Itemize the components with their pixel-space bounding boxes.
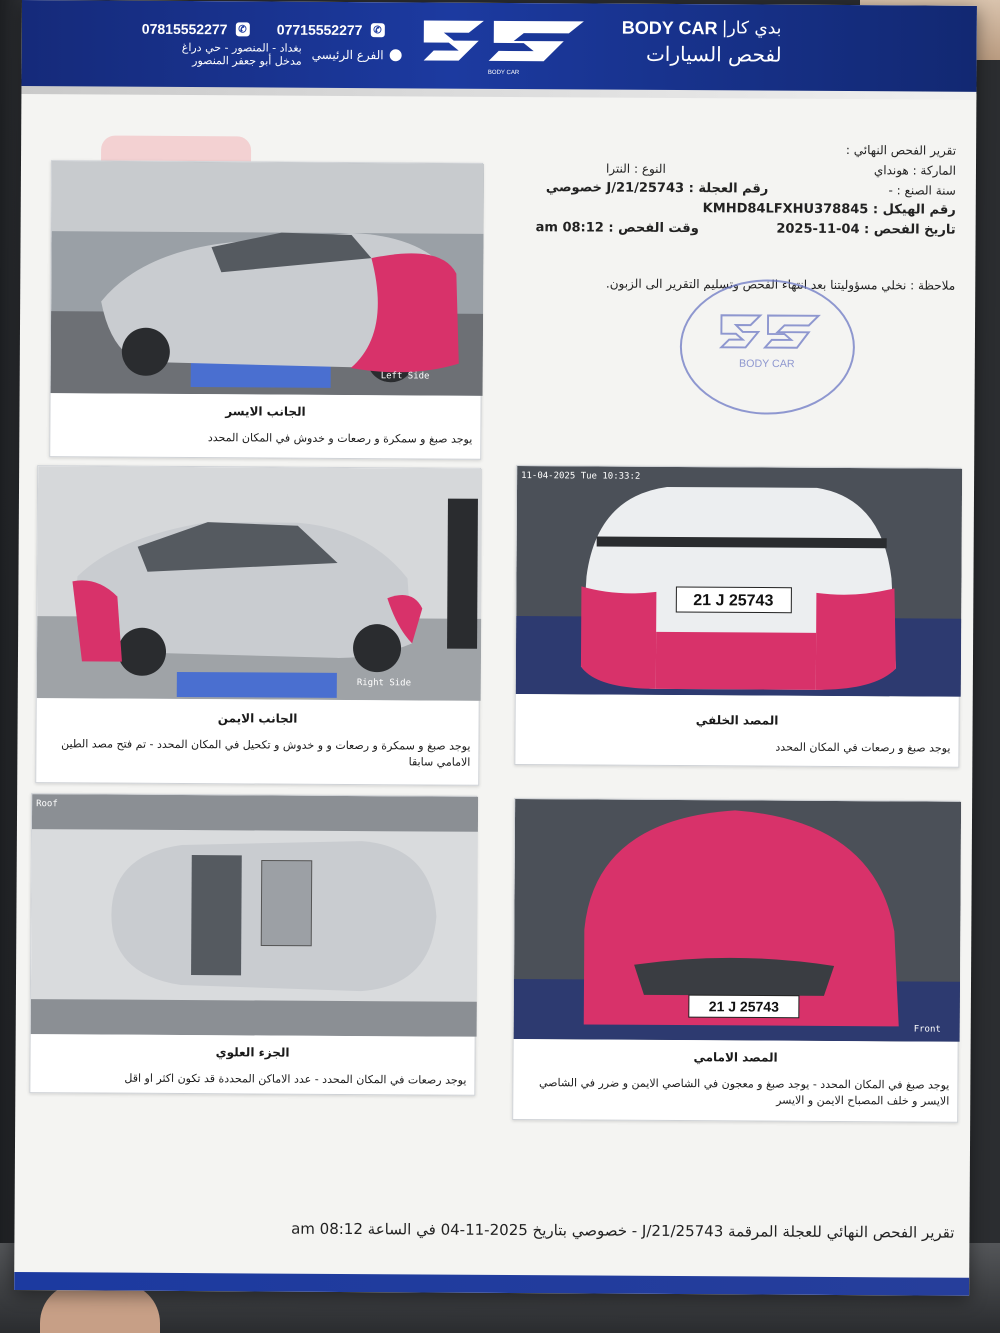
rear-photo [516,466,962,697]
phone-2 [277,22,385,39]
report-footer: تقرير الفحص النهائي للعجلة المرقمة J/21/25743 - خصوصي بتاريخ 2025-11-04 في الساعة 08:12 am [291,1219,955,1242]
rear-plate-text: 21 J 25743 [693,592,774,610]
info-vin: رقم الهيكل : KMHD84LFXHU378845 [702,201,956,218]
report-title: تقرير الفحص النهائي : [845,143,957,158]
right-side-cam-label: Right Side [356,678,412,689]
company-logo [414,10,594,77]
panel-top [29,793,477,1096]
report-sheet [14,0,977,1296]
panel-left-side [49,160,483,460]
brand-tagline-ar: لفحص السيارات [645,41,782,67]
phone-1 [142,21,250,38]
report-header [21,0,977,94]
left-side-cam-label: Left Side [380,371,430,382]
info-time: وقت الفحص : 08:12 am [535,220,699,237]
phone-icon: ✆ [370,23,384,37]
report-info [526,138,957,241]
info-type: النوع : النترا [605,161,666,176]
phone-2-number: 07715552277 [276,21,363,39]
info-year: سنة الصنع : - [888,183,956,198]
rear-cam-label: 11-04-2025 Tue 10:33:2 [521,471,641,482]
header-stripe [21,86,976,100]
left-side-desc: يوجد صبغ و سمكرة و رصعات و خدوش في المكان المحدد [207,431,473,446]
brand-name-en: BODY CAR [621,17,718,39]
front-title: المصد الامامي [693,1050,778,1065]
phone-1-number: 07815552277 [141,20,228,38]
info-date: تاريخ الفحص : 04-11-2025 [776,221,956,238]
info-brand: الماركة : هونداي [873,163,957,178]
branch [312,48,402,63]
right-side-title: الجانب الايمن [217,711,298,726]
top-photo [31,794,478,1037]
rear-title: المصد الخلفي [695,713,779,728]
top-cam-label: Roof [36,799,58,810]
panel-rear [514,465,961,768]
phone-icon: ✆ [235,22,249,36]
left-side-photo [51,161,484,396]
right-side-photo [37,466,482,701]
panel-front [512,798,960,1123]
panel-right-side [35,465,481,786]
address-line-2: مدخل أبو جعفر المنصور [192,54,302,68]
info-plate: رقم العجلة : J/21/25743 خصوصي [545,180,769,197]
address [162,41,302,68]
stamp-text: BODY CAR [739,357,795,371]
rear-desc: يوجد صبغ و رصعات في المكان المحدد [775,740,951,755]
right-side-desc: يوجد صبغ و سمكرة و رصعات و و خدوش و تكحيل في المكان المحدد - تم فتح مصد الطين الامامي سابقا [61,737,471,769]
left-side-title: الجانب الايسر [225,404,306,419]
brand-name-ar: بدي كار| [721,18,782,39]
branch-label: الفرع الرئيسي [311,47,384,63]
company-stamp [679,279,855,415]
liability-note: ملاحظة : نخلي مسؤوليتنا بعد انتهاء الفحص وتسليم التقرير الى الزبون. [605,276,956,293]
logo-caption: BODY CAR [487,69,520,77]
address-line-1: بغداد - المنصور - حي دراغ [181,40,302,55]
front-cam-label: Front [913,1024,941,1035]
top-title: الجزء العلوي [215,1045,290,1060]
location-pin-icon [390,49,402,61]
front-plate-text: 21 J 25743 [708,998,779,1015]
front-photo [514,799,961,1042]
front-desc: يوجد صبغ في المكان المحدد - يوجد صبغ و معجون في الشاصي الايمن و ضرر في الشاصي الايسر و خلف المصباح الايمن و الايسر [538,1076,950,1108]
top-desc: يوجد رصعات في المكان المحدد - عدد الاماكن المحددة قد تكون اكثر او اقل [124,1071,467,1087]
